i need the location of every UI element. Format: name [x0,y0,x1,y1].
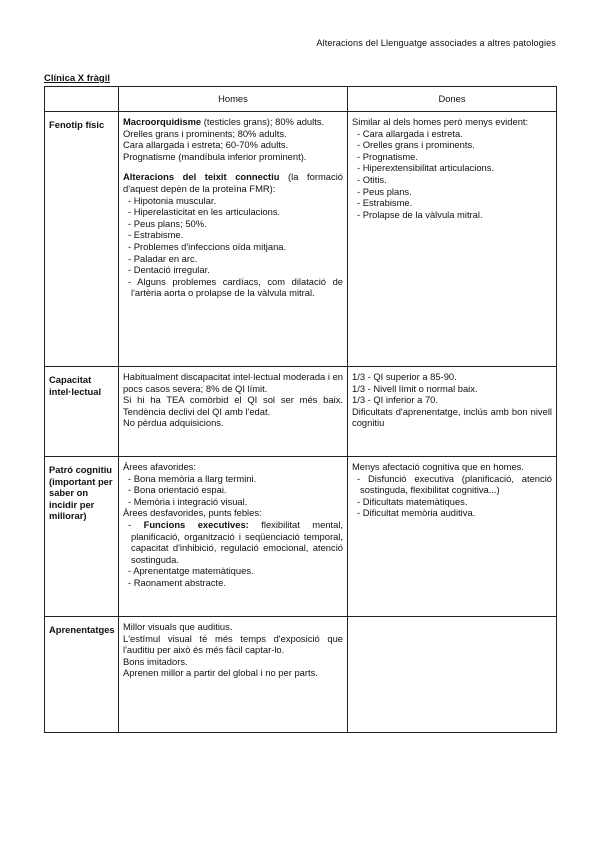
list-item: - Memòria i integració visual. [123,496,343,508]
list-item: - Estrabisme. [352,197,552,209]
capacitat-line: Habitualment discapacitat intel·lectual moderada i en pocs casos severa; 8% de QI límit. [123,371,343,394]
running-header: Alteracions del Llenguatge associades a altres patologies [316,38,556,48]
list-item: - Raonament abstracte. [123,577,343,589]
aprenentatge-line: Millor visuals que auditius. [123,621,233,632]
capacitat-line: 1/3 - QI inferior a 70. [352,394,438,406]
fenotip-line: Orelles grans i prominents; 80% adults. [123,127,287,139]
table-row [45,367,557,457]
capacitat-line: Si hi ha TEA comòrbid el QI sol ser més baix. Tendència declivi del QI amb l'edat. [123,394,343,417]
list-item: - Paladar en arc. [123,253,343,265]
areas-desfavorides-label: Àrees desfavorides, punts febles: [123,507,262,519]
capacitat-line: Dificultats d'aprenentatge, inclús amb bon nivell cognitiu [352,405,552,429]
fenotip-line: Cara allargada i estreta; 60-70% adults. [123,139,289,151]
row-label-fenotip: Fenotip físic [45,112,119,367]
list-item: - Prognatisme. [352,151,552,163]
desfavorides-list [123,519,343,589]
section-title: Clínica X fràgil [44,73,110,84]
list-item: - Dificultats matemàtiques. [352,496,552,508]
cell-capacitat-dones [348,367,557,457]
aprenentatge-line: L'estímul visual té més temps d'exposició que l'auditiu per això és més fàcil captar-lo. [123,632,343,656]
list-item: - Dificultat memòria auditiva. [352,507,552,519]
list-item: - Problemes d'infeccions oïda mitjana. [123,241,343,253]
dones-fenotip-list [352,128,552,221]
clinical-table [44,86,557,733]
list-item: - Disfunció executiva (planificació, atenció sostinguda, flexibilitat cognitiva...) [352,473,552,496]
list-item: - Hipotonia muscular. [123,195,343,207]
corner-cell [45,87,119,112]
macroorquidisme-line [123,116,343,128]
list-item: - Aprenentatge matemàtiques. [123,565,343,577]
list-item: - Cara allargada i estreta. [352,128,552,140]
list-item: - Orelles grans i prominents. [352,139,552,151]
list-item: - Peus plans; 50%. [123,218,343,230]
table-row [45,112,557,367]
cell-aprenentatge-dones [348,617,557,733]
teixit-connectiu-text: (la formació d'aquest depèn de la proteïna FMR): [123,171,343,194]
cell-fenotip-homes [119,112,348,367]
cell-fenotip-dones [348,112,557,367]
list-item: - Peus plans. [352,186,552,198]
list-item: - Hiperelasticitat en les articulacions. [123,206,343,218]
column-header-dones: Dones [348,87,557,112]
list-item: - Otitis. [352,174,552,186]
column-header-homes: Homes [119,87,348,112]
dones-intro: Menys afectació cognitiva que en homes. [352,461,524,472]
cell-aprenentatge-homes [119,617,348,733]
cell-patro-dones [348,457,557,617]
cell-patro-homes [119,457,348,617]
list-item: - Hiperextensibilitat articulacions. [352,162,552,174]
capacitat-line: 1/3 - QI superior a 85-90. [352,371,457,382]
list-item: - Alguns problemes cardíacs, com dilatació de l'artèria aorta o prolapse de la vàlvula mitral. [123,276,343,299]
areas-favorides-label: Àrees afavorides: [123,461,196,472]
fenotip-line: Prognatisme (mandíbula inferior prominent). [123,150,307,162]
funcions-executives-text: flexibilitat mental, planificació, organització i seqüenciació temporal, capacitat d'inhibició, regulació emocional, atenció sostinguda. [131,518,344,565]
table-row [45,457,557,617]
capacitat-line: No pèrdua adquisicions. [123,417,224,429]
teixit-list [123,195,343,299]
macroorquidisme-text: (testicles grans); 80% adults. [201,116,325,127]
funcions-executives-term: Funcions executives: [143,518,249,530]
dones-intro: Similar al dels homes però menys evident: [352,116,529,127]
teixit-connectiu-term: Alteracions del teixit connectiu [123,171,280,183]
teixit-connectiu-line [123,171,343,194]
row-label-patro: Patró cognitiu (important per saber on incidir per millorar) [45,457,119,617]
table-row [45,617,557,733]
list-item: - Prolapse de la vàlvula mitral. [352,209,552,221]
dones-patro-list [352,473,552,519]
aprenentatge-line: Bons imitadors. [123,655,188,667]
list-item: - Bona memòria a llarg termini. [123,473,343,485]
capacitat-line: 1/3 - Nivell límit o normal baix. [352,382,478,394]
list-item: - Dentació irregular. [123,264,343,276]
aprenentatge-line: Aprenen millor a partir del global i no per parts. [123,667,318,679]
cell-capacitat-homes [119,367,348,457]
row-label-capacitat: Capacitat intel·lectual [45,367,119,457]
row-label-aprenentatge: Aprenentatges [45,617,119,733]
list-item [123,519,343,565]
table-header-row [45,87,557,112]
list-item: - Estrabisme. [123,229,343,241]
favorides-list [123,473,343,508]
list-item: - Bona orientació espai. [123,484,343,496]
macroorquidisme-term: Macroorquidisme [123,116,202,127]
